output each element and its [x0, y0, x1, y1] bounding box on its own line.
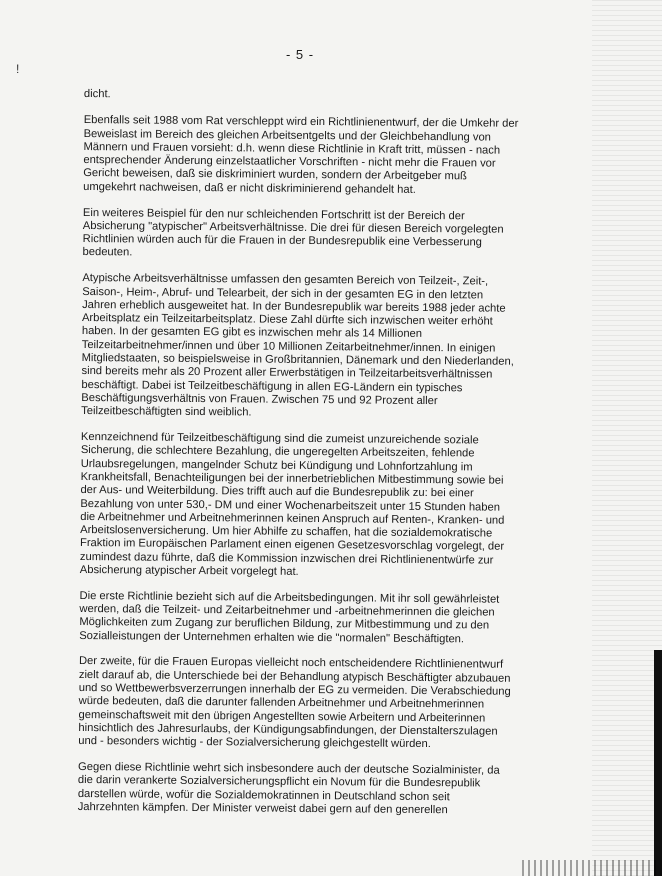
- scan-edge-noise: [592, 0, 662, 876]
- paragraph: Der zweite, für die Frauen Europas vielleicht noch entscheidendere Richtlinienentwurf zielt darauf ab, die Unterschiede bei der Behandlung atypisch Beschäftigter abzubauen und so Wettbewerbsverzerrungen innerhalb der EG zu vermeiden. Die Verabschiedung würde bedeuten, daß die darunter fallenden Arbeitnehmer und Arbeitnehmerinnen gemeinschaftsweit mit den übrigen Angestellten sowie Arbeitern und Arbeiterinnen hinsichtlich des Jahresurlaubs, der Kündigungsabfindungen, der Dienstalterszulagen und - besonders wichtig - der Sozialversicherung gleichgestellt würden.: [78, 655, 511, 751]
- page-number: - 5 -: [285, 47, 315, 62]
- scan-edge-bar: [654, 650, 662, 876]
- paragraph: Ebenfalls seit 1988 vom Rat verschleppt wird ein Richtlinienentwurf, der die Umkehr der Beweislast im Bereich des gleichen Arbeitsentgelts und der Gleichbehandlung von Männern und Frauen vorsieht: d.h. wenn diese Richtlinie in Kraft tritt, müssen - nach entsprechender Änderung einzelstaatlicher Vorschriften - nicht mehr die Frauen vor Gericht beweisen, daß sie diskriminiert wurden, sondern der Arbeitgeber muß umgekehrt nachweisen, daß er nicht diskriminierend gehandelt hat.: [83, 114, 519, 196]
- paragraph: Kennzeichnend für Teilzeitbeschäftigung sind die zumeist unzureichende soziale Sicherung, die schlechtere Bezahlung, die ungeregelten Arbeitszeiten, fehlende Urlaubsregelungen, mangelnder Schutz bei Kündigung und Lohnfortzahlung im Krankheitsfall, Benachteiligungen bei der innerbetrieblichen Mitbestimmung sowie bei der Aus- und Weiterbildung. Dies trifft auch auf die Bundesrepublik zu: bei einer Bezahlung von unter 530,- DM und einer Wochenarbeitszeit unter 15 Stunden haben die Arbeitnehmer und Arbeitnehmerinnen keinen Anspruch auf Renten-, Kranken- und Arbeitslosenversicherung. Um hier Abhilfe zu schaffen, hat die sozialdemokratische Fraktion im Europäischen Parlament einen eigenen Gesetzesvorschlag vorgelegt, der zumindest dazu führte, daß die Kommission inzwischen drei Richtlinienentwürfe zur Absicherung atypischer Arbeit vorgelegt hat.: [79, 431, 505, 578]
- paragraph: Die erste Richtlinie bezieht sich auf die Arbeitsbedingungen. Mit ihr soll gewährleistet werden, daß die Teilzeit- und Zeitarbeitnehmer und -arbeitnehmerinnen die gleichen Möglichkeiten zum Zugang zur beruflichen Bildung, zur Mitbestimmung und zu den Sozialleistungen der Unternehmen erhalten wie die "normalen" Beschäftigten.: [79, 589, 500, 646]
- body-text: [78, 88, 520, 831]
- paragraph: Ein weiteres Beispiel für den nur schleichenden Fortschritt ist der Bereich der Absicherung "atypischer" Arbeitsverhältnisse. Die drei für diesen Bereich vorgelegten Richtlinien würden auch für die Frauen in der Bundesrepublik eine Verbesserung bedeuten.: [82, 206, 504, 259]
- scan-bottom-noise: [522, 860, 662, 876]
- paragraph: dicht.: [83, 88, 111, 101]
- paragraph: Atypische Arbeitsverhältnisse umfassen den gesamten Bereich von Teilzeit-, Zeit-, Saison-, Heim-, Abruf- und Telearbeit, der sich in der gesamten EG in den letzten Jahren erheblich ausgeweitet hat. In der Bundesrepublik war bereits 1988 jeder achte Arbeitsplatz ein Teilzeitarbeitsplatz. Diese Zahl dürfte sich inzwischen weiter erhöht haben. In der gesamten EG gibt es inzwischen mehr als 14 Millionen Teilzeitarbeitnehmer/innen und über 10 Millionen Zeitarbeitnehmer/innen. In einigen Mitgliedstaaten, so beispielsweise in Großbritannien, Dänemark und den Niederlanden, sind bereits mehr als 20 Prozent aller Erwerbstätigen in Teilzeitarbeitsverhältnissen beschäftigt. Dabei ist Teilzeitbeschäftigung in allen EG-Ländern ein typisches Beschäftigungsverhältnis von Frauen. Zwischen 75 und 92 Prozent aller Teilzeitbeschäftigten sind weiblich.: [81, 272, 514, 419]
- margin-mark: !: [16, 62, 20, 76]
- paragraph: Gegen diese Richtlinie wehrt sich insbesondere auch der deutsche Sozialminister, da die darin verankerte Sozialversicherungspflicht ein Novum für die Bundesrepublik darstellen würde, wofür die Sozialdemokratinnen in Deutschland schon seit Jahrzehnten kämpfen. Der Minister verweist dabei gern auf den generellen: [77, 761, 500, 817]
